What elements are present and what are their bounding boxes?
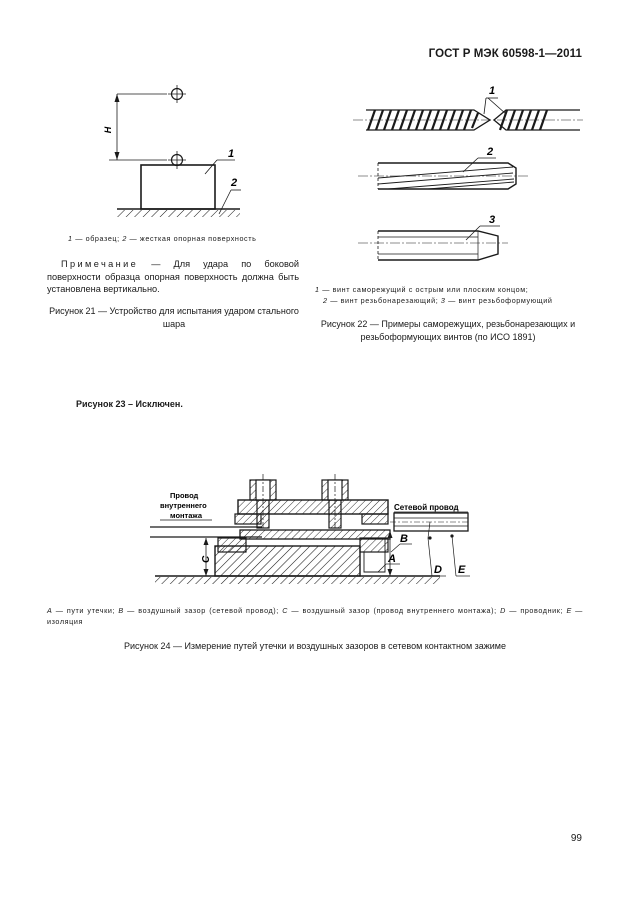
label-1: 1 — [489, 85, 496, 97]
figure-22-caption: Рисунок 22 — Примеры саморежущих, резьбонарезающих и резьбоформующих винтов (по ИСО 1891) — [320, 319, 576, 342]
label-e: E — [458, 564, 466, 576]
figure-21-note: Примечание — Для удара по боковой поверхности образца опорная поверхность должна быть установлена вертикально. — [47, 259, 299, 294]
label-c: C — [201, 555, 212, 563]
inner-wire-label-line2: внутреннего — [160, 501, 207, 510]
label-b: B — [400, 533, 408, 545]
specimen-block — [141, 165, 215, 209]
page-number: 99 — [570, 833, 582, 844]
mains-cable-label: Сетевой провод — [394, 503, 459, 512]
label-a: A — [388, 553, 396, 565]
document-header: ГОСТ Р МЭК 60598-1—2011 — [428, 48, 582, 60]
contact-strip — [240, 530, 390, 539]
support-surface-hatch — [117, 210, 240, 217]
inner-wire-label-line1: Провод — [170, 491, 199, 500]
label-1: 1 — [228, 148, 235, 160]
figure-21-caption: Рисунок 21 — Устройство для испытания ударом стального шара — [49, 306, 299, 329]
label-d: D — [434, 564, 442, 576]
figure-23-excluded: Рисунок 23 – Исключен. — [76, 399, 183, 409]
figure-21-legend: 1 — образец; 2 — жесткая опорная поверхность — [68, 234, 257, 243]
label-2: 2 — [487, 146, 494, 158]
height-label: H — [103, 126, 113, 134]
figure-24-legend: A — пути утечки; B — воздушный зазор (сетевой провод); C — воздушный зазор (провод внутреннего монтажа); D — проводник; E — изоляция — [47, 606, 583, 626]
figure-22-drawing — [348, 78, 588, 278]
label-2: 2 — [231, 177, 238, 189]
screw-thread-forming — [378, 231, 498, 260]
figure-22-legend: 1 — винт саморежущий с острым или плоским концом; 2 — винт резьбонарезающий; 3 — винт резьбоформующий — [315, 285, 553, 305]
figure-24-drawing — [150, 468, 495, 593]
label-3: 3 — [489, 214, 496, 226]
figure-24-caption: Рисунок 24 — Измерение путей утечки и воздушных зазоров в сетевом контактном зажиме — [124, 641, 506, 651]
figure-21-drawing — [95, 78, 255, 228]
inner-wire-label-line3: монтажа — [170, 511, 202, 520]
